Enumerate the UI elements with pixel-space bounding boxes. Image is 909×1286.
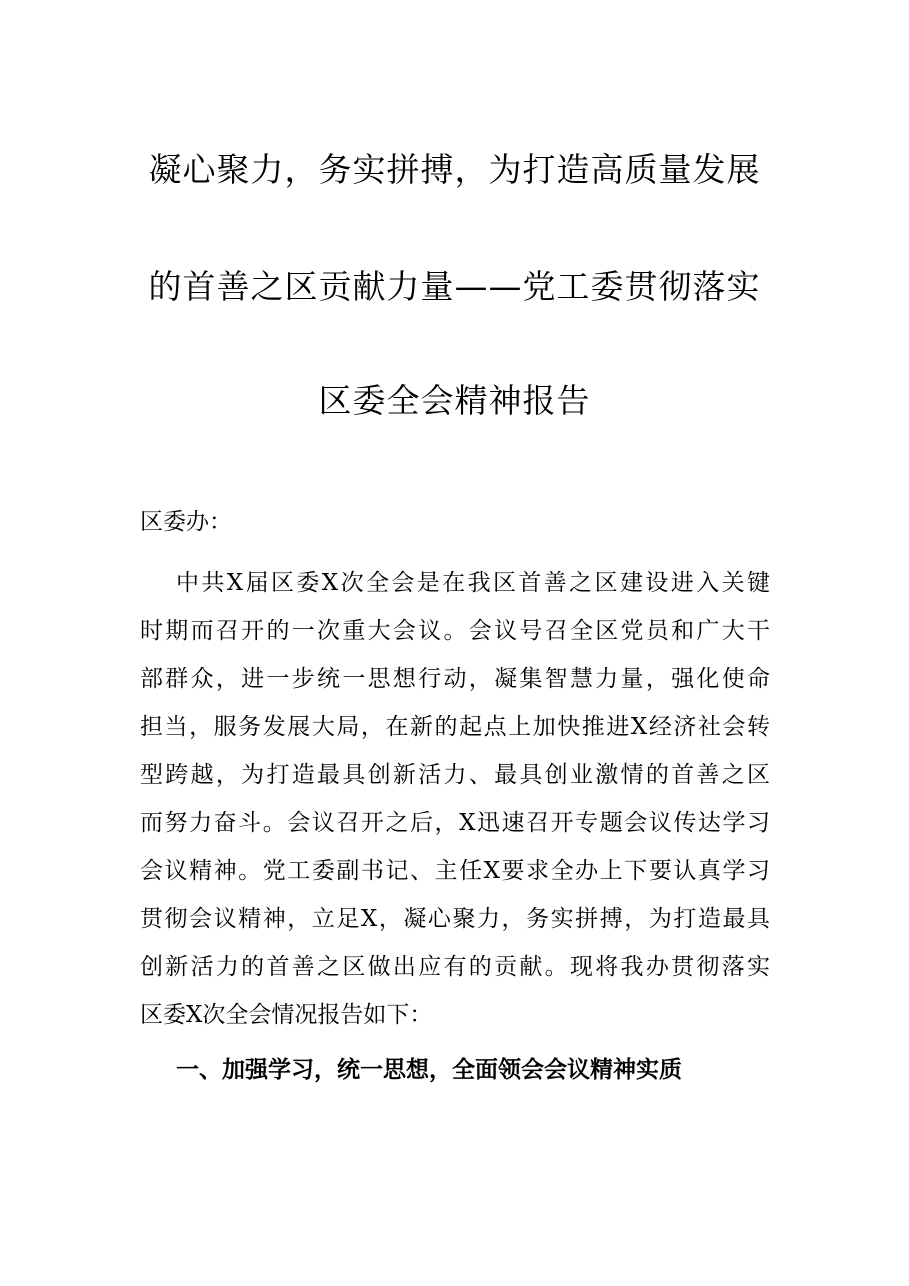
paragraph-line: 区委X次全会情况报告如下：	[140, 1002, 433, 1028]
paragraph-line: 担当，服务发展大局，在新的起点上加快推进X经济社会转	[140, 714, 770, 740]
paragraph-line: 创新活力的首善之区做出应有的贡献。现将我办贯彻落实	[140, 954, 770, 980]
paragraph-line: 贯彻会议精神，立足X，凝心聚力，务实拼搏，为打造最具	[140, 906, 770, 932]
paragraph-line: 而努力奋斗。会议召开之后，X迅速召开专题会议传达学习	[140, 810, 770, 836]
document-title-line-2: 的首善之区贡献力量——党工委贯彻落实	[148, 267, 761, 306]
paragraph-line: 会议精神。党工委副书记、主任X要求全办上下要认真学习	[140, 858, 770, 884]
document-title-line-3: 区委全会精神报告	[318, 381, 591, 420]
section-heading-1: 一、加强学习，统一思想，全面领会会议精神实质	[176, 1056, 682, 1083]
paragraph-line: 时期而召开的一次重大会议。会议号召全区党员和广大干	[140, 618, 770, 644]
paragraph-line: 中共X届区委X次全会是在我区首善之区建设进入关键	[176, 570, 770, 596]
paragraph-line: 型跨越，为打造最具创新活力、最具创业激情的首善之区	[140, 762, 770, 788]
salutation: 区委办：	[140, 509, 232, 535]
document-title-line-1: 凝心聚力，务实拼搏，为打造高质量发展	[148, 150, 761, 189]
paragraph-line: 部群众，进一步统一思想行动，凝集智慧力量，强化使命	[140, 666, 770, 692]
